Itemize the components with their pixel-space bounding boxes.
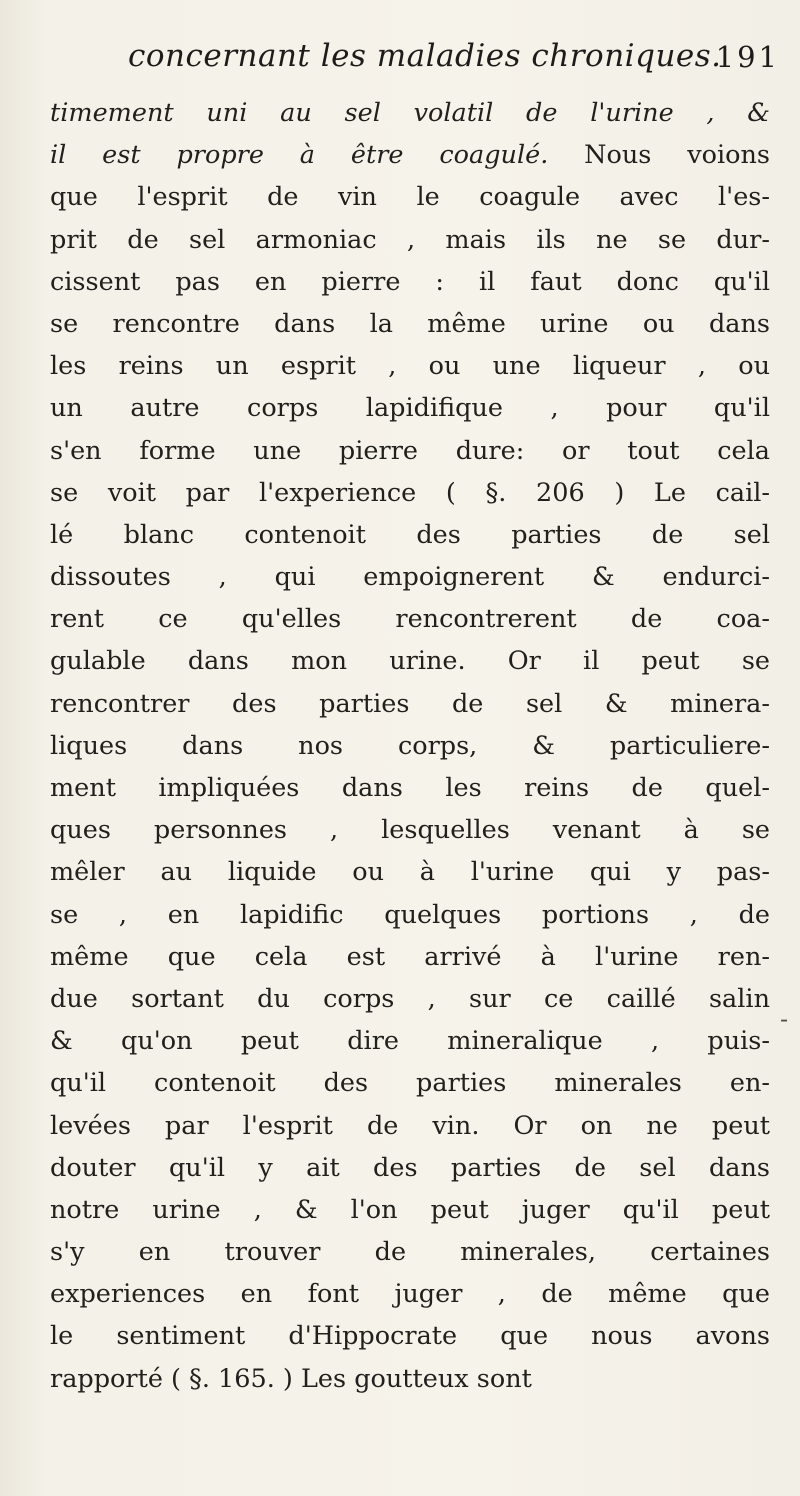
- roman-text: liques dans nos corps, & particuliere-: [50, 730, 770, 761]
- roman-text: les reins un esprit , ou une liqueur , ou: [50, 351, 770, 382]
- roman-text: rent ce qu'elles rencontrerent de coa-: [50, 604, 770, 635]
- roman-text: experiences en font juger , de même que: [50, 1279, 770, 1310]
- roman-text: le sentiment d'Hippocrate que nous avons: [50, 1321, 770, 1352]
- text-line: [50, 598, 770, 640]
- roman-text: levées par l'esprit de vin. Or on ne peut: [50, 1110, 770, 1141]
- text-line: [50, 303, 770, 345]
- roman-text: Nous voions: [548, 140, 770, 171]
- roman-text: un autre corps lapidifique , pour qu'il: [50, 393, 770, 424]
- roman-text: que l'esprit de vin le coagule avec l'es-: [50, 182, 770, 213]
- page-number: 191: [715, 40, 780, 74]
- text-line: [50, 1062, 770, 1104]
- roman-text: prit de sel armoniac , mais ils ne se dur-: [50, 224, 770, 255]
- margin-mark: -: [780, 1005, 789, 1033]
- roman-text: se voit par l'experience ( §. 206 ) Le cail-: [50, 477, 770, 508]
- text-line: [50, 92, 770, 134]
- text-line: [50, 430, 770, 472]
- roman-text: même que cela est arrivé à l'urine ren-: [50, 941, 770, 972]
- roman-text: rencontrer des parties de sel & minera-: [50, 688, 770, 719]
- roman-text: s'en forme une pierre dure: or tout cela: [50, 435, 770, 466]
- running-title: concernant les maladies chroniques.: [128, 38, 722, 74]
- text-line: [50, 767, 770, 809]
- roman-text: douter qu'il y ait des parties de sel dans: [50, 1152, 770, 1183]
- roman-text: dissoutes , qui empoignerent & endurci-: [50, 562, 770, 593]
- text-line: [50, 936, 770, 978]
- text-line: [50, 851, 770, 893]
- roman-text: ques personnes , lesquelles venant à se: [50, 815, 770, 846]
- roman-text: cissent pas en pierre : il faut donc qu'il: [50, 266, 770, 297]
- roman-text: gulable dans mon urine. Or il peut se: [50, 646, 770, 677]
- roman-text: se , en lapidific quelques portions , de: [50, 899, 770, 930]
- roman-text: s'y en trouver de minerales, certaines: [50, 1237, 770, 1268]
- text-line: [50, 134, 770, 176]
- italic-text: timement uni au sel volatil de l'urine , &: [50, 98, 770, 128]
- text-line: [50, 556, 770, 598]
- page-header: [128, 36, 780, 86]
- text-line: [50, 176, 770, 218]
- text-line: [50, 345, 770, 387]
- text-line: [50, 261, 770, 303]
- text-line: [50, 1358, 770, 1400]
- roman-text: ment impliquées dans les reins de quel-: [50, 773, 770, 803]
- roman-text: lé blanc contenoit des parties de sel: [50, 519, 770, 550]
- roman-text: mêler au liquide ou à l'urine qui y pas-: [50, 857, 770, 888]
- roman-text: rapporté ( §. 165. ) Les goutteux sont: [50, 1363, 532, 1394]
- roman-text: qu'il contenoit des parties minerales en-: [50, 1068, 770, 1099]
- text-line: [50, 1189, 770, 1231]
- text-line: [50, 387, 770, 429]
- body-text: [50, 92, 770, 1400]
- roman-text: notre urine , & l'on peut juger qu'il peut: [50, 1194, 770, 1225]
- roman-text: due sortant du corps , sur ce caillé salin: [50, 983, 770, 1014]
- text-line: [50, 1231, 770, 1273]
- roman-text: & qu'on peut dire mineralique , puis-: [50, 1026, 770, 1057]
- text-line: [50, 725, 770, 767]
- text-line: [50, 514, 770, 556]
- text-line: [50, 1147, 770, 1189]
- text-line: [50, 219, 770, 261]
- text-line: [50, 472, 770, 514]
- text-line: [50, 1105, 770, 1147]
- text-line: [50, 683, 770, 725]
- text-line: [50, 1020, 770, 1062]
- text-line: [50, 1273, 770, 1315]
- text-line: [50, 809, 770, 851]
- text-line: [50, 894, 770, 936]
- text-line: [50, 1315, 770, 1357]
- text-line: [50, 640, 770, 682]
- text-line: [50, 978, 770, 1020]
- italic-text: il est propre à être coagulé.: [50, 140, 549, 171]
- roman-text: se rencontre dans la même urine ou dans: [50, 308, 770, 339]
